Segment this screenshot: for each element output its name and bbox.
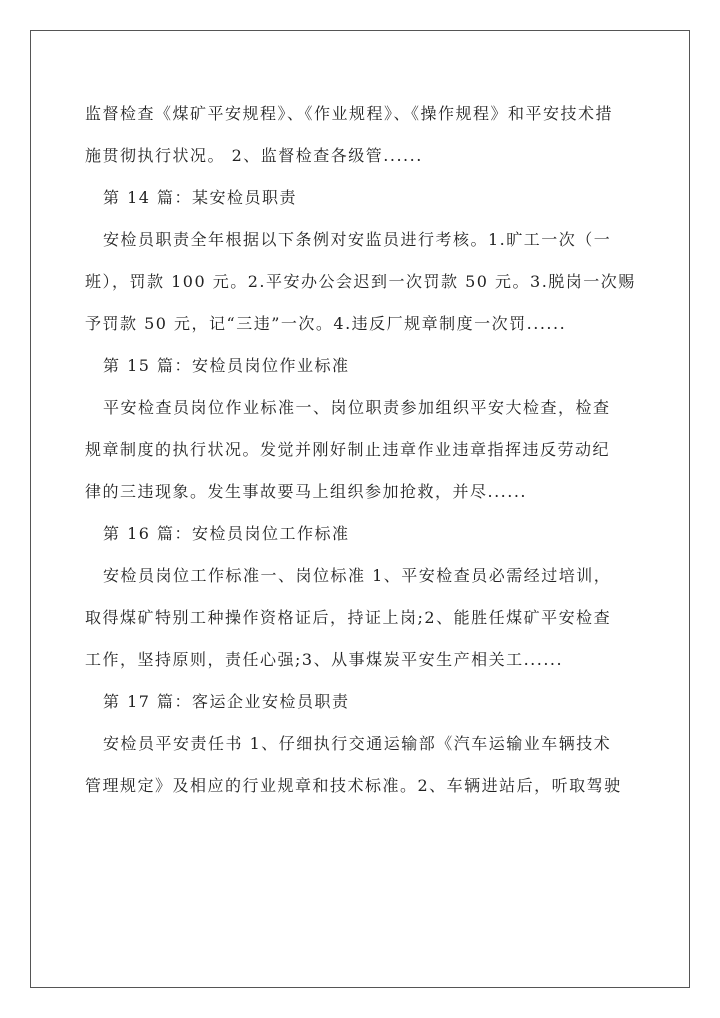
- body-text-line: 予罚款 50 元，记“三违”一次。4.违反厂规章制度一次罚......: [85, 314, 567, 333]
- body-text-line: 律的三违现象。发生事故要马上组织参加抢救，并尽......: [85, 482, 528, 501]
- section-heading: 第 14 篇：某安检员职责: [103, 188, 298, 207]
- body-text-line: 班），罚款 100 元。2.平安办公会迟到一次罚款 50 元。3.脱岗一次赐: [85, 272, 636, 291]
- body-text-line: 安检员职责全年根据以下条例对安监员进行考核。1.旷工一次（一: [103, 230, 612, 249]
- body-text-line: 规章制度的执行状况。发觉并刚好制止违章作业违章指挥违反劳动纪: [85, 440, 611, 459]
- body-text-line: 取得煤矿特别工种操作资格证后，持证上岗;2、能胜任煤矿平安检查: [85, 608, 612, 627]
- body-text-line: 管理规定》及相应的行业规章和技术标准。2、车辆进站后，听取驾驶: [85, 776, 622, 795]
- section-heading: 第 16 篇：安检员岗位工作标准: [103, 524, 350, 543]
- document-body: [85, 93, 640, 807]
- body-text-line: 施贯彻执行状况。 2、监督检查各级管......: [85, 146, 423, 165]
- body-text-line: 平安检查员岗位作业标准一、岗位职责参加组织平安大检查，检查: [103, 398, 611, 417]
- body-text-line: 工作，坚持原则，责任心强;3、从事煤炭平安生产相关工......: [85, 650, 564, 669]
- body-text-line: 安检员平安责任书 1、仔细执行交通运输部《汽车运输业车辆技术: [103, 734, 612, 753]
- section-heading: 第 15 篇：安检员岗位作业标准: [103, 356, 350, 375]
- body-text-line: 安检员岗位工作标准一、岗位标准 1、平安检查员必需经过培训，: [103, 566, 612, 585]
- section-heading: 第 17 篇：客运企业安检员职责: [103, 692, 350, 711]
- body-text-line: 监督检查《煤矿平安规程》、《作业规程》、《操作规程》和平安技术措: [85, 104, 614, 123]
